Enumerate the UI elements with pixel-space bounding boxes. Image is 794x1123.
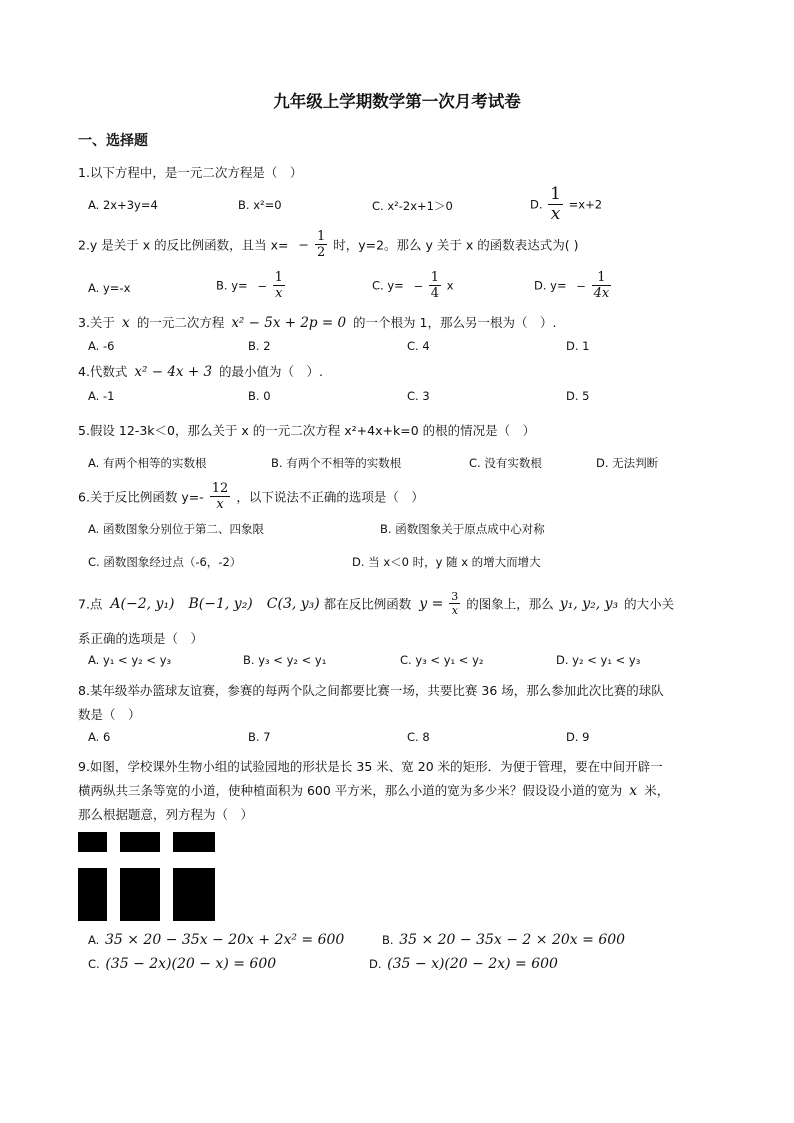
q6-option-d: D. 当 x＜0 时，y 随 x 的增大而增大	[352, 555, 541, 569]
q1-option-d-tail: =x+2	[568, 197, 603, 212]
garden-plot	[120, 868, 160, 921]
q6-option-b: B. 函数图象关于原点成中心对称	[380, 522, 545, 536]
garden-plot	[78, 868, 107, 921]
q7-point-a: A(−2, y₁)	[110, 595, 175, 612]
q5-option-d: D. 无法判断	[596, 456, 659, 470]
garden-plot	[173, 832, 215, 852]
q9-stem-line3: 那么根据题意，列方程为（ ）	[78, 807, 254, 822]
q7-option-b: B. y₃ < y₂ < y₁	[243, 653, 327, 667]
section-heading: 一、选择题	[78, 133, 148, 149]
q6-stem-fraction: $\frac{12}{x}$	[211, 481, 229, 512]
q7-stem-line2: 系正确的选项是（ ）	[78, 631, 204, 646]
q9-option-b: B. 35 × 20 − 35x − 2 × 20x = 600	[382, 932, 626, 948]
q7-stem-line1: 7.点 A(−2, y₁) B(−1, y₂) C(3, y₃) 都在反比例函数 y = $\frac{3}{x}$ 的图象上，那么 y₁, y₂, y₃ 的大小关	[78, 590, 675, 617]
q5-option-a: A. 有两个相等的实数根	[88, 456, 207, 470]
q4-option-c: C. 3	[407, 389, 430, 403]
q5-option-b: B. 有两个不相等的实数根	[271, 456, 402, 470]
q3-option-a: A. -6	[88, 339, 115, 353]
q6-option-c: C. 函数图象经过点（-6，-2）	[88, 555, 242, 569]
q7-option-d: D. y₂ < y₁ < y₃	[556, 653, 641, 667]
q3-option-d: D. 1	[566, 339, 590, 353]
q1-option-c: C. x²-2x+1＞0	[372, 199, 453, 213]
q9-stem-line2: 横两纵共三条等宽的小道，使种植面积为 600 平方米，那么小道的宽为多少米？假设设小道的宽为 x 米，	[78, 783, 670, 799]
q5-option-c: C. 没有实数根	[469, 456, 542, 470]
q1-option-b: B. x²=0	[238, 198, 282, 212]
q2-option-b: B. y= − $\frac{1}{x}$	[216, 270, 283, 301]
q3-option-c: C. 4	[407, 339, 430, 353]
garden-plot	[120, 832, 160, 852]
q7-function-fraction: $\frac{3}{x}$	[451, 590, 459, 617]
q1-option-a: A. 2x+3y=4	[88, 198, 158, 212]
exam-title: 九年级上学期数学第一次月考试卷	[273, 92, 521, 111]
q1-stem: 1.以下方程中，是一元二次方程是（ ）	[78, 165, 303, 180]
q2-stem: 2.y 是关于 x 的反比例函数，且当 x= − $\frac{1}{2}$ 时，y=2。那么 y 关于 x 的函数表达式为( )	[78, 229, 579, 260]
q8-option-a: A. 6	[88, 730, 111, 744]
q8-option-b: B. 7	[248, 730, 271, 744]
q1-option-d-fraction: $\frac{1}{x}$	[550, 184, 561, 224]
garden-plot	[173, 868, 215, 921]
q8-option-d: D. 9	[566, 730, 590, 744]
q9-option-a: A. 35 × 20 − 35x − 20x + 2x² = 600	[88, 932, 345, 948]
q7-option-a: A. y₁ < y₂ < y₃	[88, 653, 172, 667]
q4-option-a: A. -1	[88, 389, 115, 403]
q9-option-d: D. (35 − x)(20 − 2x) = 600	[369, 956, 558, 972]
q7-point-b: B(−1, y₂)	[188, 595, 253, 612]
q1-option-d-label: D.	[530, 197, 543, 212]
q6-stem: 6.关于反比例函数 y=- $\frac{12}{x}$ ，以下说法不正确的选项是（ ）	[78, 481, 424, 512]
q6-option-a: A. 函数图象分别位于第二、四象限	[88, 522, 264, 536]
q7-point-c: C(3, y₃)	[266, 595, 320, 612]
q2-option-a: A. y=-x	[88, 281, 131, 295]
q7-option-c: C. y₃ < y₁ < y₂	[400, 653, 484, 667]
q4-stem: 4.代数式 x² − 4x + 3 的最小值为（ ）.	[78, 364, 323, 380]
q9-option-c: C. (35 − 2x)(20 − x) = 600	[88, 956, 277, 972]
q8-stem-line2: 数是（ ）	[78, 707, 141, 722]
q3-equation: x² − 5x + 2p = 0	[231, 315, 347, 331]
q3-option-b: B. 2	[248, 339, 271, 353]
q8-stem-line1: 8.某年级举办篮球友谊赛，参赛的每两个队之间都要比赛一场，共要比赛 36 场，那么参加此次比赛的球队	[78, 683, 664, 698]
q7-variables: y₁, y₂, y₃	[559, 595, 619, 612]
garden-plot	[78, 832, 107, 852]
q2-stem-fraction: $\frac{1}{2}$	[316, 229, 326, 260]
q8-option-c: C. 8	[407, 730, 430, 744]
q1-option-d	[530, 186, 602, 223]
q4-option-d: D. 5	[566, 389, 590, 403]
q3-stem: 3.关于 x 的一元二次方程 x² − 5x + 2p = 0 的一个根为 1，那么另一根为（ ）.	[78, 315, 557, 331]
q2-option-c: C. y= − $\frac{1}{4}$ x	[372, 270, 454, 301]
q5-stem: 5.假设 12-3k＜0，那么关于 x 的一元二次方程 x²+4x+k=0 的根的情况是（ ）	[78, 423, 536, 438]
q9-stem-line1: 9.如图，学校课外生物小组的试验园地的形状是长 35 米、宽 20 米的矩形．为便于管理，要在中间开辟一	[78, 759, 663, 774]
q2-option-d: D. y= − $\frac{1}{4x}$	[534, 270, 610, 301]
q4-option-b: B. 0	[248, 389, 271, 403]
q4-expression: x² − 4x + 3	[134, 364, 213, 380]
